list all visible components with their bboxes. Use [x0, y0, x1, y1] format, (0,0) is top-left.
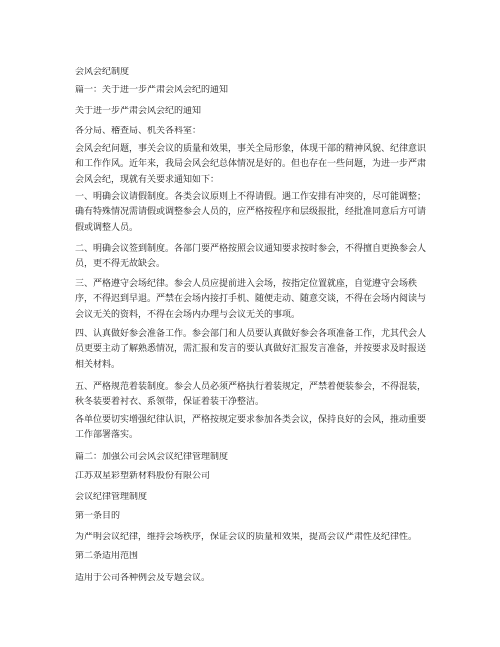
salutation: 各分局、稽查局、机关各科室： [75, 126, 202, 136]
company-name: 江苏双星彩塑新材料股份有限公司 [75, 471, 211, 481]
notice-title: 关于进一步严肃会风会纪的通知 [75, 106, 202, 116]
article-2-title: 第二条适用范围 [75, 551, 139, 561]
item-5-paragraph: 五、严格规范着装制度。参会人员必须严格执行着装规定，严禁着便装参会，不得混装，秋冬装要着衬衣、系领带，保证着装干净整洁。 [75, 382, 427, 408]
article-1-title: 第一条目的 [75, 511, 121, 521]
closing-paragraph: 各单位要切实增强纪律认识，严格按规定要求参加各类会议，保持良好的会风，推动重要工作部署落实。 [75, 415, 427, 441]
intro-paragraph: 会风会纪问题，事关会议的质量和效果，事关全局形象，体现干部的精神风貌、纪律意识和工作作风。近年来，我局会风会纪总体情况是好的。但也存在一些问题，为进一步严肃会风会纪，现就有关要求通知如下： [75, 144, 427, 185]
document-heading: 会风会纪制度 [75, 67, 130, 77]
item-4-paragraph: 四、认真做好参会准备工作。参会部门和人员要认真做好参会各项准备工作，尤其代会人员更要主动了解熟悉情况，需汇报和发言的要认真做好汇报发言准备，并按要求及时报送相关材料。 [75, 329, 427, 370]
item-2-paragraph: 二、明确会议签到制度。各部门要严格按照会议通知要求按时参会，不得擅自更换参会人员，更不得无故缺会。 [75, 244, 427, 270]
item-1-paragraph: 一、明确会议请假制度。各类会议原则上不得请假。遇工作安排有冲突的，尽可能调整；确有特殊情况需请假或调整参会人员的，应严格按程序和层级报批，经批准同意后方可请假或调整人员。 [75, 192, 427, 233]
item-3-paragraph: 三、严格遵守会场纪律。参会人员应提前进入会场，按指定位置就座，自觉遵守会场秩序，不得迟到早退。严禁在会场内接打手机、随便走动、随意交谈，不得在会场内阅读与会议无关的资料，不得在会场内办理与会议无关的事项。 [75, 279, 427, 320]
article-2-body: 适用于公司各种例会及专题会议。 [75, 573, 211, 583]
article-1-body: 为严明会议纪律，维持会场秩序，保证会议的质量和效果，提高会议严肃性及纪律性。 [75, 532, 418, 542]
part1-title: 篇一：关于进一步严肃会风会纪的通知 [75, 85, 229, 95]
part2-title: 篇二：加强公司会风会议纪律管理制度 [75, 452, 229, 462]
regulation-title: 会议纪律管理制度 [75, 492, 148, 502]
